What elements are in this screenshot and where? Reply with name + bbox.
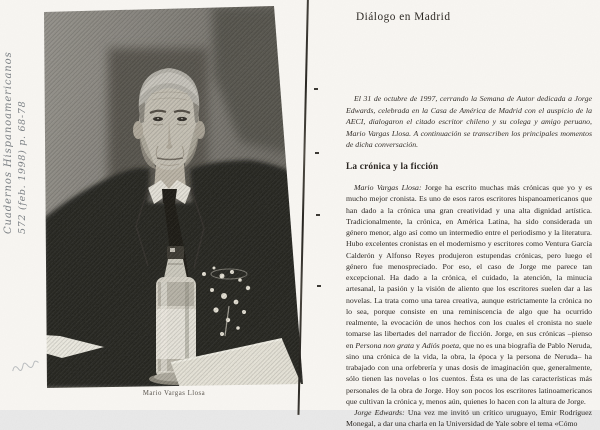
margin-note-line-1: Cuadernos Hispanoamericanos	[3, 51, 14, 234]
portrait-photo	[44, 6, 304, 388]
section-heading: La crónica y la ficción	[346, 162, 439, 172]
dialogue-paragraphs	[346, 182, 592, 430]
gutter-artifact	[314, 88, 318, 90]
article-page	[346, 0, 593, 429]
page-title: Diálogo en Madrid	[356, 11, 451, 23]
page-gutter-line	[297, 0, 309, 415]
photo-caption: Mario Vargas Llosa	[142, 390, 206, 397]
speaker-or-title-italic: Jorge Edwards:	[354, 408, 405, 417]
gutter-artifact	[315, 152, 319, 154]
margin-note-line-2: 572 (feb. 1998) p. 68-78	[17, 100, 28, 234]
dialogue-text: Jorge ha escrito muchas más crónicas que yo y es mucho mejor cronista. Es uno de esos raros escritores hispanoamericanos que han dado a la crónica una gran creatividad y una alta dignidad artística. Tradicionalmente, la crónica, en América Latina, ha sido considerada un género menor, algo así como un intermedio entre el periodismo y la literatura. Hubo excelentes cronistas en el modernismo y escritores como Ventura García Calderón y Alfonso Reyes produjeron estupendas crónicas, pero luego el género fue menospreciado. Por eso, el caso de Jorge me parece tan excepcional. Ha dado a la crónica, el cuidado, la atención, la minucia artesanal, la pasión y la visión de aliento que los escritores suelen dar a las novelas. La trata como una tarea creativa, aunque estrictamente la crónica no lo sea, porque consiste en una reminiscencia de algo que ha ocurrido realmente, la evocación de unos hechos con los cuales el cronista no suele tomarse las libertades del narrador de ficción. Jorge, en sus crónicas –pienso en	[346, 183, 592, 350]
dialogue-text: y	[413, 340, 422, 350]
dialogue-paragraph	[346, 182, 592, 407]
dialogue-text: , que no es una biografía de Pablo Neruda, sino una crónica de la vida, la obra, la época y la persona de Neruda– ha trabajado con una orfebrería y unas dosis de imaginación que, generalmente, sólo tienen las novelas o los cuentos. Ésta es una de las características más personales de la obra de Jorge. Hoy son pocos los escritores latinoamericanos que cultivan la crónica y, menos aún, quienes lo hacen con la altura de Jorge.	[346, 340, 592, 406]
handwritten-margin-note	[2, 48, 36, 234]
speaker-or-title-italic: Persona non grata	[355, 340, 414, 350]
photo-grain-overlay	[44, 6, 304, 388]
pencil-scribble	[9, 355, 46, 378]
dialogue-paragraph	[346, 407, 592, 430]
speaker-or-title-italic: Mario Vargas Llosa:	[354, 183, 422, 192]
gutter-artifact	[317, 285, 321, 287]
gutter-artifact	[316, 214, 320, 216]
speaker-or-title-italic: Adiós poeta	[421, 340, 459, 350]
dialogue-text: Una vez me invitó un crítico uruguayo, Emir Rodríguez Monegal, a dar una charla en la Universidad de Yale sobre el tema «Cómo	[346, 408, 593, 429]
portrait-photo-graphic	[44, 6, 304, 388]
intro-paragraph: El 31 de octubre de 1997, cerrando la Semana de Autor dedicada a Jorge Edwards, celebrada en la Casa de América de Madrid con el auspicio de la AECI, dialogaron el citado escritor chileno y su colega y amigo peruano, Mario Vargas Llosa. A continuación se transcriben los principales momentos de dicha conversación.	[346, 94, 592, 150]
